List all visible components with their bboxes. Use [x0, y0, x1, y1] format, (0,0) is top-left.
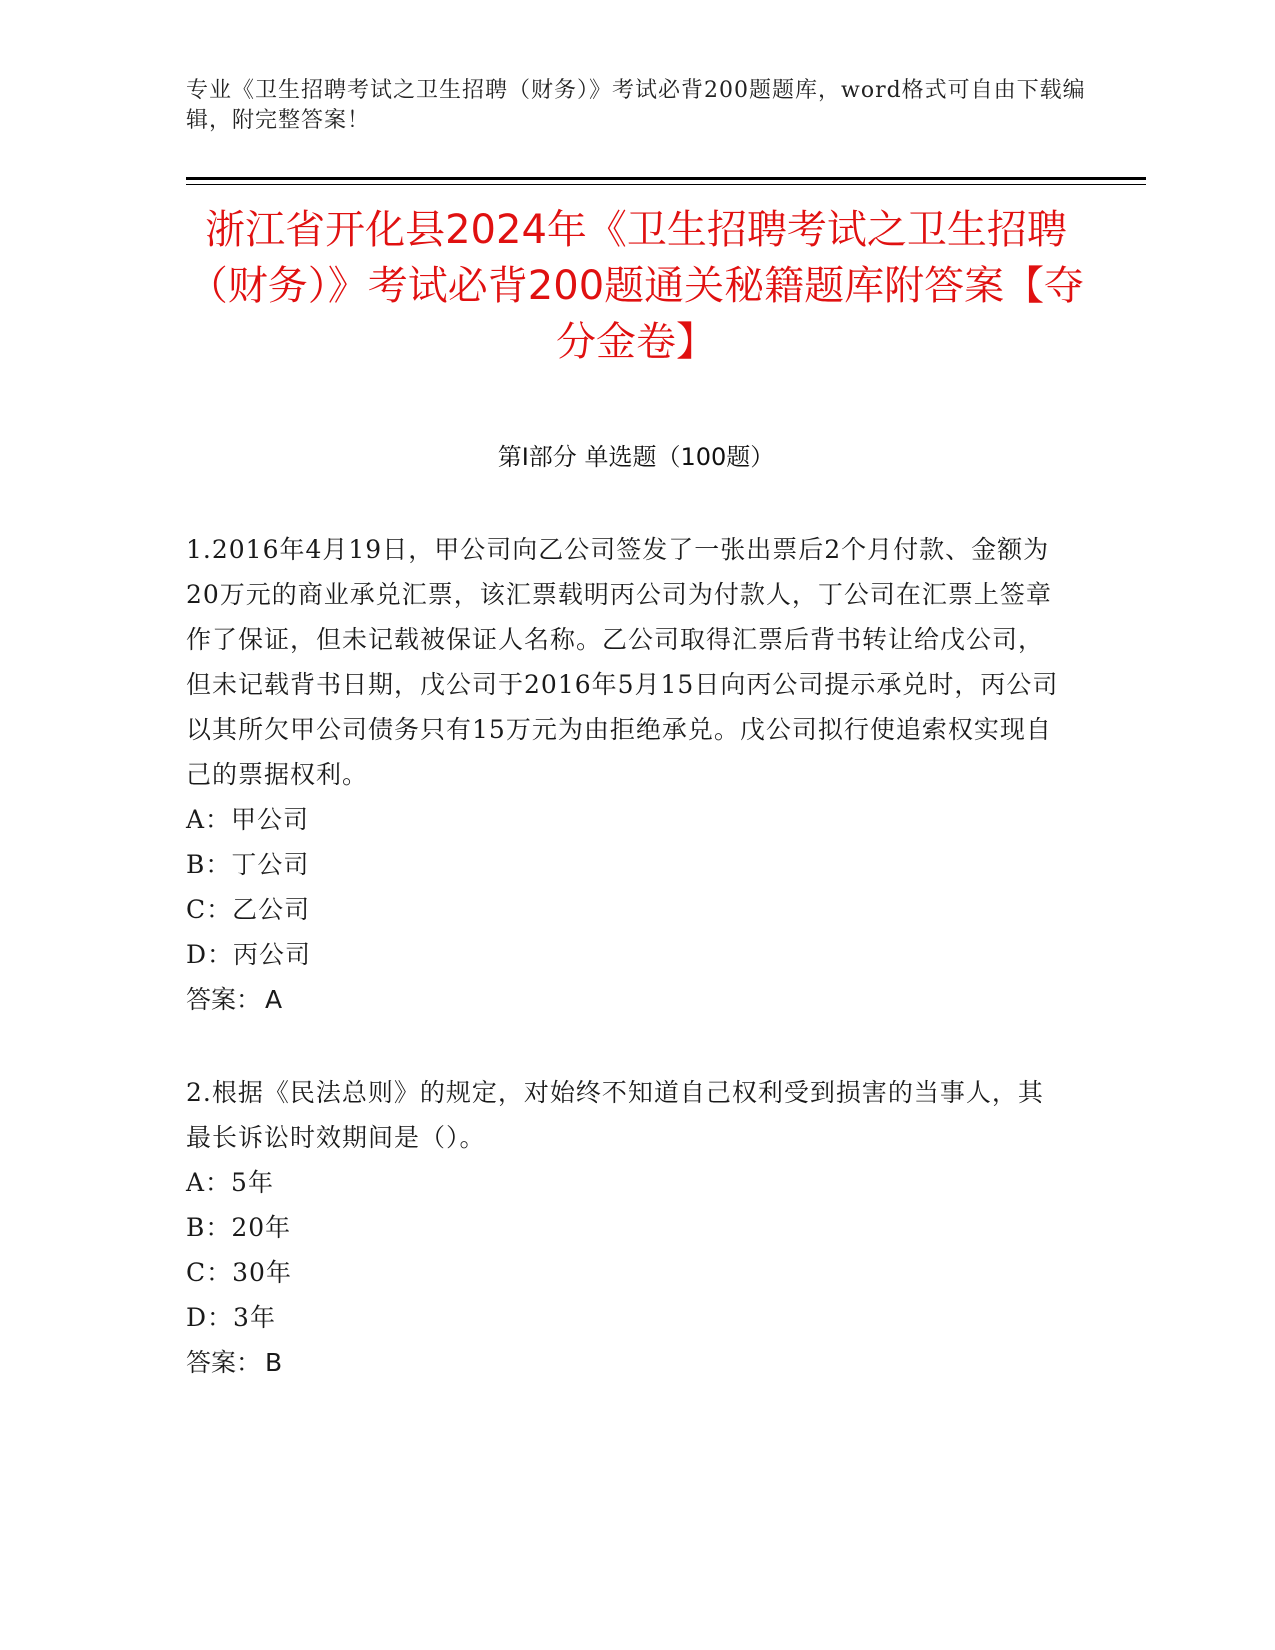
option-b: B：丁公司: [186, 850, 310, 879]
option-b: B：20年: [186, 1213, 292, 1242]
option-d: D：丙公司: [186, 940, 312, 969]
section-heading: 第Ⅰ部分 单选题（100题）: [497, 443, 775, 471]
answer-line: [186, 1340, 1066, 1385]
answer-label: 答案：: [186, 985, 262, 1014]
option-c: C：30年: [186, 1258, 292, 1287]
answer-line: [186, 977, 1066, 1022]
option-c: C：乙公司: [186, 895, 311, 924]
header-rule-thick: [186, 177, 1146, 180]
option-d: D：3年: [186, 1303, 276, 1332]
header-note: 专业《卫生招聘考试之卫生招聘（财务）》考试必背200题题库，word格式可自由下载编辑，附完整答案！: [186, 78, 1086, 133]
document-title: 浙江省开化县2024年《卫生招聘考试之卫生招聘（财务）》考试必背200题通关秘籍题库附答案【夺分金卷】: [187, 207, 1085, 365]
option-a: A：甲公司: [186, 805, 310, 834]
answer-value: B: [265, 1348, 283, 1377]
answer-value: A: [265, 985, 283, 1014]
option-a: A：5年: [186, 1168, 274, 1197]
answer-label: 答案：: [186, 1348, 262, 1377]
question-stem: 1.2016年4月19日，甲公司向乙公司签发了一张出票后2个月付款、金额为20万元的商业承兑汇票，该汇票载明丙公司为付款人，丁公司在汇票上签章作了保证，但未记载被保证人名称。乙公司取得汇票后背书转让给戊公司，但未记载背书日期，戊公司于2016年5月15日向丙公司提示承兑时，丙公司以其所欠甲公司债务只有15万元为由拒绝承兑。戊公司拟行使追索权实现自己的票据权利。: [186, 535, 1059, 789]
question-2: [186, 1070, 1066, 1385]
question-stem: 2.根据《民法总则》的规定，对始终不知道自己权利受到损害的当事人，其最长诉讼时效期间是（）。: [186, 1078, 1044, 1152]
question-1: [186, 527, 1066, 1022]
header-rule-thin: [186, 184, 1146, 185]
